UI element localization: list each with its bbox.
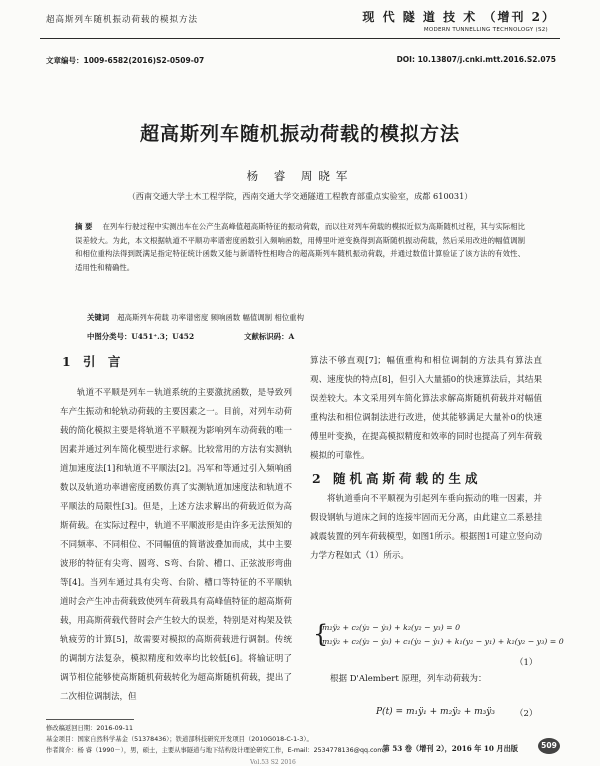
clc-code: 中图分类号：U451⁺.3；U452	[87, 332, 195, 341]
section-1-paragraph: 轨道不平顺是列车－轨道系统的主要激扰函数，是导致列车产生振动和轮轨动荷载的主要因素之一。目前，对列车动荷载的简化模拟主要是将轨道不平顺视为影响列车动荷载的唯一因素并通过列车简化模型进行求解。比较常用的方法有实测轨道加速度法[1]和轨道不平顺法[2]。冯军和等通过引入频响函数以及轨道功率谱密度函数仿真了实测轨道加速度法和轨道不平顺法的局限性[3]。但是，上述方法求解出的荷载近似为高斯荷载。在实际过程中，轨道不平顺波形是由许多无法预知的不同频率、不同相位、不同幅值的简谐波叠加而成，其中主要波形的特征有尖弯、圆弯、S弯、台阶、槽口、正弦波形弯曲等[4]。当列车通过具有尖弯、台阶、槽口等特征的不平顺轨道时会产生冲击荷载致使列车荷载具有高峰值特征的超高斯荷载，用高斯荷载代替时会产生较大的误差，特别是对构架及铁轨疲劳的计算[5]，故需要对模拟的高斯荷载进行调制。传统的调制方法复杂，模拟精度和效率均比较低[6]。将输证明了调节相位能够使高斯随机荷载转化为超高斯随机荷载，提出了二次相位调制法，但	[60, 388, 292, 702]
abstract	[75, 220, 525, 274]
equation-1	[322, 621, 564, 649]
journal-name-cn: 现 代 隧 道 技 术 （增刊 2）	[362, 10, 556, 24]
section-1-body	[60, 384, 292, 707]
equation-brace: {	[313, 620, 329, 648]
keywords-label: 关键词	[87, 313, 110, 322]
footnote-fund: 基金项目：国家自然科学基金（51378436）；铁道部科技研究开发项目（2010G018-C-1-3）。	[46, 736, 313, 743]
equation-2-number: （2）	[515, 709, 538, 719]
abstract-label: 摘 要	[75, 222, 93, 231]
dalembert-sentence: 根据 D'Alembert 原理，列车动荷载为：	[330, 674, 487, 684]
affiliation: （西南交通大学土木工程学院，西南交通大学交通隧道工程教育部重点实验室，成都 610031）	[127, 191, 473, 201]
journal-name-en: MODERN TUNNELLING TECHNOLOGY (S2)	[423, 27, 548, 33]
keywords	[87, 312, 304, 323]
cut-off-text: Vol.53 S2 2016	[250, 759, 296, 766]
right-column-intro	[310, 352, 542, 466]
intro-continuation: 算法不够直观[7]；幅值重构和相位调制的方法具有算法直观、速度快的特点[8]，但引入大量插0的快速算法后，其结果误差较大。本文采用列车简化算法求解高斯随机荷载并对幅值重构法和相位调制法进行改进，使其能够满足大量补0的快速傅里叶变换，在提高模拟精度和效率的同时也提高了列车荷载模拟的可靠性。	[310, 356, 542, 461]
page-number: 509	[538, 738, 560, 754]
equation-1-line-1: m₂ÿ₂ + c₂(ẏ₂ − ẏ₃) + k₂(y₂ − y₃) = 0	[322, 623, 461, 632]
section-2-paragraph: 将轨道垂向不平顺视为引起列车垂向振动的唯一因素，并假设钢轨与道床之间的连接牢固而无分离，由此建立二系悬挂减震装置的列车荷载模型，如图1所示。根据图1可建立竖向动力学方程如式（1）所示。	[310, 494, 542, 561]
abstract-text: 在列车行驶过程中实测出车在公产生高峰值超高斯特征的振动荷载，而以往对列车荷载的模拟近似为高斯随机过程，其与实际相比误差较大。为此，本文根据轨道不平顺功率谱密度函数引入频响函数，用傅里叶逆变换得到高斯随机振动荷载，然后采用改进的幅值调制和相位重构法得到既满足指定特征统计函数又能与新谱特性相吻合的超高斯列车随机振动荷载，并通过数值计算验证了该方法的有效性、适用性和精确性。	[75, 222, 525, 272]
paper-title: 超高斯列车随机振动荷载的模拟方法	[139, 123, 460, 145]
footnote-rule	[46, 719, 134, 720]
equation-1-line-2: m₂ÿ₂ + c₂(ẏ₂ − ẏ₃) + c₁(ẏ₂ − ẏ₁) + k₁(y₂ − y₁) + k₂(y₂ − y₃) = 0	[322, 637, 564, 646]
document-code: 文献标识码：A	[244, 332, 295, 341]
doi: DOI: 10.13807/j.cnki.mtt.2016.S2.075	[396, 55, 556, 64]
equation-1-number: （1）	[515, 658, 538, 668]
article-number: 文章编号：1009-6582(2016)S2-0509-07	[46, 56, 205, 65]
keywords-text: 超高斯列车荷载 功率谱密度 频响函数 幅值调制 相位重构	[117, 313, 304, 322]
section-2-heading: 2 随机高斯荷载的生成	[312, 471, 482, 486]
equation-2: P(t) = m₁ÿ₁ + m₂ÿ₂ + m₃ÿ₃	[376, 707, 495, 717]
issue-info: 第 53 卷（增刊 2），2016 年 10 月出版	[382, 744, 518, 753]
classification	[87, 331, 294, 342]
header-rule	[40, 38, 560, 39]
footnote-received: 修改稿返回日期：2016-09-11	[46, 725, 133, 732]
section-1-heading: 1 引 言	[62, 354, 125, 369]
running-title: 超高斯列车随机振动荷载的模拟方法	[46, 15, 199, 25]
footnote-author: 作者简介：杨 睿（1990－），男，硕士，主要从事隧道与地下结构设计理论研究工作，E-mail：2534778136@qq.com。	[46, 747, 390, 754]
section-2-body	[310, 490, 542, 566]
authors: 杨 睿 周晓军	[246, 169, 354, 183]
